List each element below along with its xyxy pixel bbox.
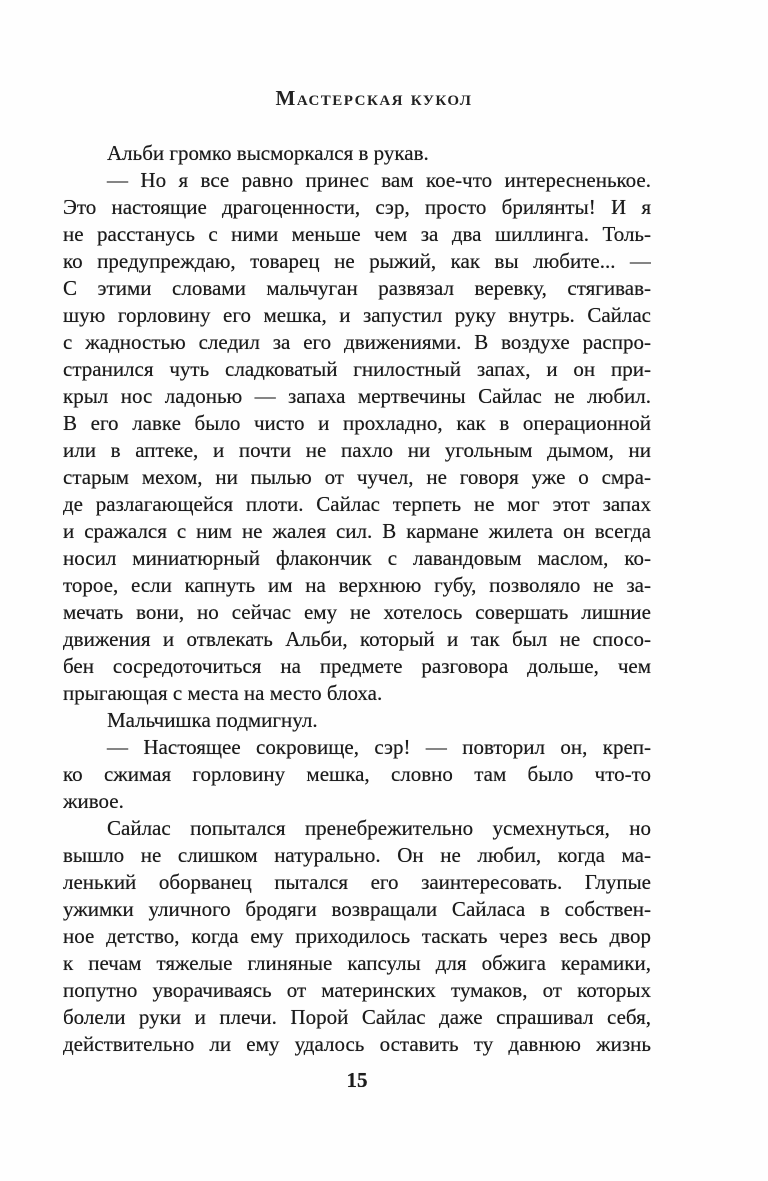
text-line: мечать вони, но сейчас ему не хотелось совершать лишние [63,600,651,624]
text-line: торое, если капнуть им на верхнюю губу, позволяло не за- [63,573,651,597]
text-line: действительно ли ему удалось оставить ту давнюю жизнь [63,1032,651,1056]
text-line: попутно уворачиваясь от материнских тумаков, от которых [63,978,651,1002]
text-line: и сражался с ним не жалея сил. В кармане жилета он всегда [63,519,651,543]
text-line: носил миниатюрный флакончик с лавандовым маслом, ко- [63,546,651,570]
text-line: ко предупреждаю, товарец не рыжий, как вы любите... — [63,249,651,273]
text-line: В его лавке было чисто и прохладно, как в операционной [63,411,651,435]
text-line: Мальчишка подмигнул. [107,708,318,732]
text-line: к печам тяжелые глиняные капсулы для обжига керамики, [63,951,651,975]
text-line: де разлагающейся плоти. Сайлас терпеть не мог этот запах [63,492,651,516]
text-line: или в аптеке, и почти не пахло ни угольным дымом, ни [63,438,651,462]
text-line: Сайлас попытался пренебрежительно усмехнуться, но [107,816,651,840]
text-line: ко сжимая горловину мешка, словно там было что-то [63,762,651,786]
paragraph [63,707,651,734]
text-line: ное детство, когда ему приходилось таскать через весь двор [63,924,651,948]
text-line: ужимки уличного бродяги возвращали Сайласа в собствен- [63,897,651,921]
text-line: вышло не слишком натурально. Он не любил, когда ма- [63,843,651,867]
text-line: живое. [63,789,124,813]
paragraph [63,815,651,1058]
text-line: С этими словами мальчуган развязал веревку, стягивав- [63,276,651,300]
page-text [63,140,651,1058]
text-line: — Настоящее сокровище, сэр! — повторил он, креп- [107,735,651,759]
text-line: не расстанусь с ними меньше чем за два шиллинга. Толь- [63,222,651,246]
text-line: крыл нос ладонью — запаха мертвечины Сайлас не любил. [63,384,651,408]
text-line: бен сосредоточиться на предмете разговора дольше, чем [63,654,651,678]
text-line: болели руки и плечи. Порой Сайлас даже спрашивал себя, [63,1005,651,1029]
paragraph [63,140,651,167]
running-header: Мастерская кукол [275,86,473,110]
text-line: старым мехом, ни пылью от чучел, не говоря уже о смра- [63,465,651,489]
text-line: прыгающая с места на место блоха. [63,681,383,705]
paragraph [63,734,651,815]
text-line: ленький оборванец пытался его заинтересовать. Глупые [63,870,651,894]
text-line: с жадностью следил за его движениями. В воздухе распро- [63,330,651,354]
text-line: странился чуть сладковатый гнилостный запах, и он при- [63,357,651,381]
page-number: 15 [346,1068,368,1092]
text-line: Это настоящие драгоценности, сэр, просто брилянты! И я [63,195,651,219]
paragraph [63,167,651,707]
text-line: движения и отвлекать Альби, который и так был не спосо- [63,627,651,651]
text-line: шую горловину его мешка, и запустил руку внутрь. Сайлас [63,303,651,327]
text-line: — Но я все равно принес вам кое-что интересненькое. [107,168,651,192]
text-line: Альби громко высморкался в рукав. [107,141,429,165]
